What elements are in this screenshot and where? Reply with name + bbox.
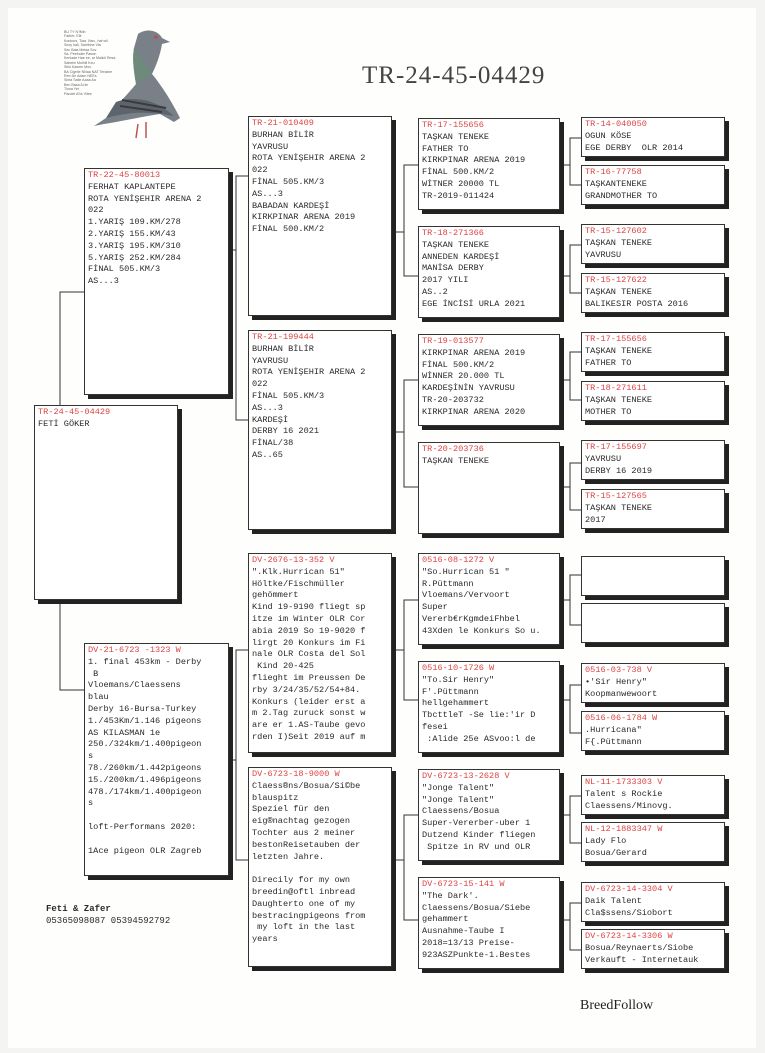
- pedigree-line: blau: [88, 692, 109, 703]
- pedigree-line: BURHAN BİLİR: [252, 343, 314, 354]
- pedigree-line: TR-20-203732: [422, 394, 484, 405]
- pedigree-line: "Jonge Talent": [422, 794, 495, 805]
- dam-sire-sire-box: [418, 553, 560, 645]
- pedigree-line: ROTA YENİŞEHIR ARENA 2: [252, 153, 366, 164]
- pedigree-line: Claess®ns/Bosua/Si©be: [252, 780, 361, 791]
- gen5-box-12: [581, 711, 725, 751]
- ring-number: DV-6723-18-9000 W: [252, 769, 340, 779]
- gen5-box-16: [581, 929, 725, 969]
- pedigree-line: TAŞKAN TENEKE: [585, 502, 653, 513]
- gen5-box-3: [581, 224, 725, 264]
- gen5-box-4: [581, 273, 725, 313]
- pedigree-line: AS...3: [88, 276, 119, 287]
- pedigree-line: Claessens/Bosua/Siebe: [422, 902, 531, 913]
- ring-number: TR-21-010409: [252, 118, 314, 128]
- pedigree-line: FETİ GÖKER: [38, 418, 90, 429]
- pedigree-line: eig®nachtag gezogen: [252, 816, 350, 827]
- pedigree-line: s: [88, 751, 94, 762]
- pedigree-line: [88, 834, 225, 846]
- gen5-box-2: [581, 165, 725, 205]
- bird-card-line: Sexy hall, Sahibine Vla: [64, 43, 101, 48]
- pedigree-line: EGE DERBY OLR 2014: [585, 142, 683, 153]
- pedigree-line: Kind 19-9190 fliegt sp: [252, 602, 366, 613]
- pedigree-line: BABADAN KARDEŞİ: [252, 200, 330, 211]
- ring-number: 0516-06-1784 W: [585, 713, 658, 723]
- ring-number: DV-6723-14-3306 W: [585, 931, 673, 941]
- dam-dam-sire-box: [418, 769, 560, 861]
- pedigree-line: FİNAL 500.KM/2: [422, 359, 495, 370]
- gen5-box-9: [581, 556, 725, 596]
- pedigree-line: F'.Püttmann: [422, 686, 479, 697]
- pedigree-line: FİNAL 505.KM/3: [252, 390, 325, 401]
- pedigree-line: TbcttleT -Se lie:'ir D: [422, 710, 536, 721]
- bird-card-line: Sitio Kasme Mov.: [64, 65, 92, 70]
- pedigree-line: loft-Performans 2020:: [88, 821, 197, 832]
- pedigree-line: breedin@oftl inbread: [252, 886, 356, 897]
- pedigree-line: YAVRUSU: [585, 453, 622, 464]
- pedigree-line: WİNNER 20.000 TL: [422, 371, 505, 382]
- pedigree-line: FİNAL 500.KM/2: [252, 224, 325, 235]
- pedigree-line: TAŞKAN TENEKE: [585, 345, 653, 356]
- pedigree-line: 1Ace pigeon OLR Zagreb: [88, 845, 202, 856]
- pedigree-line: Dutzend Kinder fliegen: [422, 829, 536, 840]
- pedigree-line: Lady Flo: [585, 835, 627, 846]
- pedigree-line: B: [88, 668, 99, 679]
- pedigree-line: 022: [88, 205, 104, 216]
- pedigree-line: "To.Sir Henry": [422, 674, 495, 685]
- pedigree-line: TAŞKAN TENEKE: [585, 394, 653, 405]
- gen5-box-11: [581, 663, 725, 703]
- pedigree-line: KIRKPINAR ARENA 2020: [422, 406, 526, 417]
- bird-card-line: Pandel ASs Vitee: [64, 91, 92, 96]
- pedigree-line: YAVRUSU: [252, 355, 289, 366]
- pedigree-line: FATHER TO: [585, 357, 632, 368]
- pedigree-line: Vloemans/Vervoort: [422, 590, 510, 601]
- bird-card-line: Sec Bala Melaa Sov: [64, 47, 97, 52]
- subject-box: [34, 405, 178, 600]
- pedigree-line: :Alide 25e ASvoo:l de: [422, 733, 536, 744]
- dam-dam-dam-box: [418, 877, 560, 969]
- pedigree-line: BURHAN BİLİR: [252, 129, 314, 140]
- pedigree-line: 250./324km/1.400pigeon: [88, 739, 202, 750]
- gen5-box-6: [581, 381, 725, 421]
- pedigree-line: AS..65: [252, 449, 283, 460]
- pedigree-line: [252, 863, 388, 875]
- pedigree-line: Verkauft - Internetauk: [585, 954, 699, 965]
- ring-number: TR-19-013577: [422, 336, 484, 346]
- pedigree-line: years: [252, 934, 278, 945]
- pedigree-line: Ausnahme-Taube I: [422, 926, 505, 937]
- pedigree-line: FATHER TO: [422, 143, 469, 154]
- pedigree-line: fesei: [422, 721, 448, 732]
- page-title: TR-24-45-04429: [362, 62, 546, 89]
- brand-logo: BreedFollow: [580, 998, 654, 1013]
- ring-number: TR-16-77758: [585, 167, 642, 177]
- pedigree-line: TAŞKAN TENEKE: [422, 131, 490, 142]
- bird-card-line: Father: Elit: [64, 34, 82, 39]
- ring-number: DV-6723-14-3304 V: [585, 884, 673, 894]
- pedigree-line: gehömmert: [252, 590, 299, 601]
- pedigree-line: abia 2019 So 19-9020 f: [252, 625, 366, 636]
- ring-number: TR-21-199444: [252, 332, 314, 342]
- sire-sire-box: [248, 116, 392, 316]
- ring-number: TR-15-127622: [585, 275, 647, 285]
- bird-card-line: BA Cigelie NNaa NAT Tenaine: [64, 69, 113, 74]
- pedigree-line: "The Dark'.: [422, 890, 479, 901]
- pedigree-line: 5.YARIŞ 252.KM/284: [88, 252, 181, 263]
- pedigree-line: MANİSA DERBY: [422, 263, 484, 274]
- pedigree-line: ".Klk.Hurrican 51": [252, 566, 345, 577]
- pedigree-line: Direcily for my own: [252, 875, 350, 886]
- ring-number: DV-6723-13-2628 V: [422, 771, 510, 781]
- pedigree-line: 2018=13/13 Preise-: [422, 937, 515, 948]
- pedigree-line: m 2.Tag zuruck sonst w: [252, 708, 366, 719]
- ring-number: 0516-10-1726 W: [422, 663, 495, 673]
- pedigree-line: rden I)Seit 2019 auf m: [252, 731, 366, 742]
- pedigree-line: Claessens/Bosua: [422, 806, 500, 817]
- pedigree-line: 78./260km/1.442pigeons: [88, 762, 202, 773]
- pedigree-line: Koopmanwewoort: [585, 688, 658, 699]
- bird-card-line: Ren De Adam NEEs: [64, 74, 97, 79]
- pedigree-line: TAŞKAN TENEKE: [585, 237, 653, 248]
- pedigree-line: lirgt 20 Konkurs im Fi: [252, 637, 366, 648]
- pedigree-line: KIRKPINAR ARENA 2019: [422, 155, 526, 166]
- pedigree-line: KARDEŞİNİN YAVRUSU: [422, 383, 515, 394]
- pedigree-line: Claessens/Minovg.: [585, 800, 673, 811]
- bird-card-line: Tiona Yet: [64, 87, 79, 92]
- pedigree-line: Daik Talent: [585, 895, 642, 906]
- pedigree-line: Höltke/Fischmüller: [252, 578, 345, 589]
- pedigree-line: 1. final 453km - Derby: [88, 656, 202, 667]
- pedigree-line: Derby 16-Bursa-Turkey: [88, 703, 197, 714]
- pedigree-line: •'Sir Henry": [585, 676, 647, 687]
- ring-number: TR-18-271611: [585, 383, 647, 393]
- ring-number: TR-20-203736: [422, 444, 484, 454]
- gen5-box-1: [581, 117, 725, 157]
- pedigree-line: ROTA YENİŞEHIR ARENA 2: [88, 193, 202, 204]
- pedigree-line: bestracingpigeons from: [252, 910, 366, 921]
- pedigree-line: AS...3: [252, 188, 283, 199]
- pedigree-line: 1.YARIŞ 109.KM/278: [88, 217, 181, 228]
- pedigree-line: WİTNER 20000 TL: [422, 178, 500, 189]
- ring-number: TR-17-155656: [422, 120, 484, 130]
- pedigree-line: TAŞKANTENEKE: [585, 178, 647, 189]
- pedigree-line: 15./200km/1.496pigeons: [88, 774, 202, 785]
- pedigree-line: Kind 20-425: [252, 661, 314, 672]
- pedigree-line: s: [88, 798, 94, 809]
- bird-card-line: Sinta Satie Aaaa Aa: [64, 78, 96, 83]
- bird-card-line: BU TY N'!Min: [64, 30, 86, 34]
- pedigree-line: Bosua/Gerard: [585, 847, 647, 858]
- pedigree-line: Vererb€rKgmdeiFhbel: [422, 613, 520, 624]
- ring-number: DV-21-6723 -1323 W: [88, 645, 181, 655]
- pedigree-line: DERBY 16 2021: [252, 426, 320, 437]
- pedigree-line: TR-2019-011424: [422, 190, 495, 201]
- pedigree-line: KIRKPINAR ARENA 2019: [252, 212, 356, 223]
- pedigree-line: 3.YARIŞ 195.KM/310: [88, 240, 181, 251]
- ring-number: TR-22-45-80013: [88, 170, 161, 180]
- sire-dam-sire-box: [418, 334, 560, 426]
- pedigree-line: BALIKESIR POSTA 2016: [585, 298, 689, 309]
- ring-number: 0516-08-1272 V: [422, 555, 495, 565]
- dam-sire-dam-box: [418, 661, 560, 753]
- dam-sire-box: [248, 553, 392, 753]
- ring-number: TR-24-45-04429: [38, 407, 111, 417]
- sire-box: [84, 168, 229, 395]
- pedigree-line: KARDEŞİ: [252, 414, 289, 425]
- gen5-box-13: [581, 775, 725, 815]
- sire-sire-sire-box: [418, 118, 560, 210]
- bird-card-line: Sabelei Molhiii Keu: [64, 60, 95, 65]
- sire-dam-dam-box: [418, 442, 560, 534]
- pedigree-line: 478./174km/1.400pigeon: [88, 786, 202, 797]
- ring-number: TR-15-127602: [585, 226, 647, 236]
- pedigree-line: 2017: [585, 514, 606, 525]
- pedigree-line: gehammert: [422, 914, 469, 925]
- bird-card-line: Ben Basa Ai lin: [64, 82, 89, 87]
- sire-sire-dam-box: [418, 226, 560, 318]
- pedigree-line: my loft in the last: [252, 922, 356, 933]
- dam-dam-box: [248, 767, 392, 967]
- pedigree-line: KIRKPINAR ARENA 2019: [422, 347, 526, 358]
- gen5-box-10: [581, 603, 725, 643]
- pedigree-line: .Hurricana": [585, 724, 642, 735]
- pedigree-line: Cla$ssens/Siobort: [585, 907, 673, 918]
- pedigree-line: itze im Winter OLR Cor: [252, 613, 366, 624]
- pedigree-line: Spitze in RV und OLR: [422, 841, 531, 852]
- pedigree-line: Super: [422, 602, 448, 613]
- ring-number: 0516-03-738 V: [585, 665, 653, 675]
- pedigree-line: AS...3: [252, 402, 283, 413]
- dam-box: [84, 643, 229, 876]
- pedigree-line: YAVRUSU: [252, 141, 289, 152]
- pedigree-line: 923ASZPunkte-1.Bestes: [422, 949, 531, 960]
- pedigree-line: MOTHER TO: [585, 406, 632, 417]
- gen5-box-5: [581, 332, 725, 372]
- pedigree-line: FİNAL 505.KM/3: [88, 264, 161, 275]
- gen5-box-15: [581, 882, 725, 922]
- gen5-box-14: [581, 822, 725, 862]
- pedigree-line: Bosua/Reynaerts/Siobe: [585, 942, 694, 953]
- pedigree-line: TAŞKAN TENEKE: [422, 455, 490, 466]
- pedigree-line: Vloemans/Claessens: [88, 680, 181, 691]
- ring-number: TR-18-271366: [422, 228, 484, 238]
- pedigree-line: "Jonge Talent": [422, 782, 495, 793]
- ring-number: NL-11-1733303 V: [585, 777, 663, 787]
- gen5-box-8: [581, 489, 725, 529]
- bird-card-text: [64, 30, 124, 96]
- gen5-box-7: [581, 440, 725, 480]
- pedigree-line: blauspitz: [252, 792, 299, 803]
- pedigree-line: 43Xden le Konkurs So u.: [422, 625, 541, 636]
- bird-card-line: Konkurs, Tiaa. Nan., hat wil: [64, 38, 108, 43]
- pedigree-line: bestonReisetauben der: [252, 839, 361, 850]
- pedigree-line: R.Püttmann: [422, 578, 474, 589]
- pedigree-line: EGE İNCİSİ URLA 2021: [422, 298, 526, 309]
- bird-card-line: Kenlade Hae ee, ar Malicii Resa: [64, 56, 116, 61]
- ring-number: DV-2676-13-352 V: [252, 555, 335, 565]
- pedigree-line: DERBY 16 2019: [585, 465, 653, 476]
- pedigree-line: FERHAT KAPLANTEPE: [88, 181, 176, 192]
- ring-number: DV-6723-15-141 W: [422, 879, 505, 889]
- bird-card-line: Sa. Peelnder Passe.: [64, 52, 97, 57]
- pedigree-line: 2017 YILI: [422, 275, 469, 286]
- pedigree-line: Tochter aus 2 meiner: [252, 827, 356, 838]
- pedigree-line: Talent s Rockie: [585, 788, 663, 799]
- ring-number: TR-17-155697: [585, 442, 647, 452]
- pedigree-line: AS KILASMAN 1e: [88, 727, 161, 738]
- pedigree-line: FİNAL 500.KM/2: [422, 167, 495, 178]
- ring-number: TR-15-127565: [585, 491, 647, 501]
- sire-dam-box: [248, 330, 392, 530]
- pedigree-line: Super-Vererber-uber 1: [422, 818, 531, 829]
- pedigree-line: YAVRUSU: [585, 249, 622, 260]
- pedigree-line: letzten Jahre.: [252, 851, 325, 862]
- pedigree-line: 022: [252, 165, 268, 176]
- pedigree-line: FİNAL 505.KM/3: [252, 176, 325, 187]
- ring-number: TR-14-040050: [585, 119, 647, 129]
- pedigree-line: 2.YARIŞ 155.KM/43: [88, 228, 176, 239]
- pedigree-line: flieght im Preussen De: [252, 672, 366, 683]
- pedigree-line: F{.Püttmann: [585, 736, 642, 747]
- pedigree-line: Konkurs (leider erst a: [252, 696, 366, 707]
- pedigree-line: rby 3/24/35/52/54+84.: [252, 684, 361, 695]
- pedigree-line: OGUN KÖSE: [585, 130, 632, 141]
- pedigree-line: AS..2: [422, 286, 448, 297]
- owner-phones: 05365098087 05394592792: [46, 916, 171, 926]
- pedigree-line: are er 1.AS-Taube gevo: [252, 720, 366, 731]
- ring-number: TR-17-155656: [585, 334, 647, 344]
- pedigree-line: ROTA YENİŞEHIR ARENA 2: [252, 367, 366, 378]
- pedigree-line: TAŞKAN TENEKE: [585, 286, 653, 297]
- pedigree-line: Speziel für den: [252, 804, 330, 815]
- pedigree-line: GRANDMOTHER TO: [585, 190, 658, 201]
- pedigree-line: nale OLR Costa del Sol: [252, 649, 366, 660]
- pedigree-line: TAŞKAN TENEKE: [422, 239, 490, 250]
- pedigree-line: hellgehammert: [422, 698, 490, 709]
- ring-number: NL-12-1883347 W: [585, 824, 663, 834]
- pedigree-line: Daughterto one of my: [252, 898, 356, 909]
- pedigree-line: 022: [252, 379, 268, 390]
- pedigree-line: ANNEDEN KARDEŞİ: [422, 251, 500, 262]
- pedigree-line: "So.Hurrican 51 ": [422, 566, 510, 577]
- pedigree-line: 1./453Km/1.146 pigeons: [88, 715, 202, 726]
- owner-name: Feti & Zafer: [46, 904, 111, 914]
- pedigree-line: FİNAL/38: [252, 438, 294, 449]
- pedigree-line: [88, 810, 225, 822]
